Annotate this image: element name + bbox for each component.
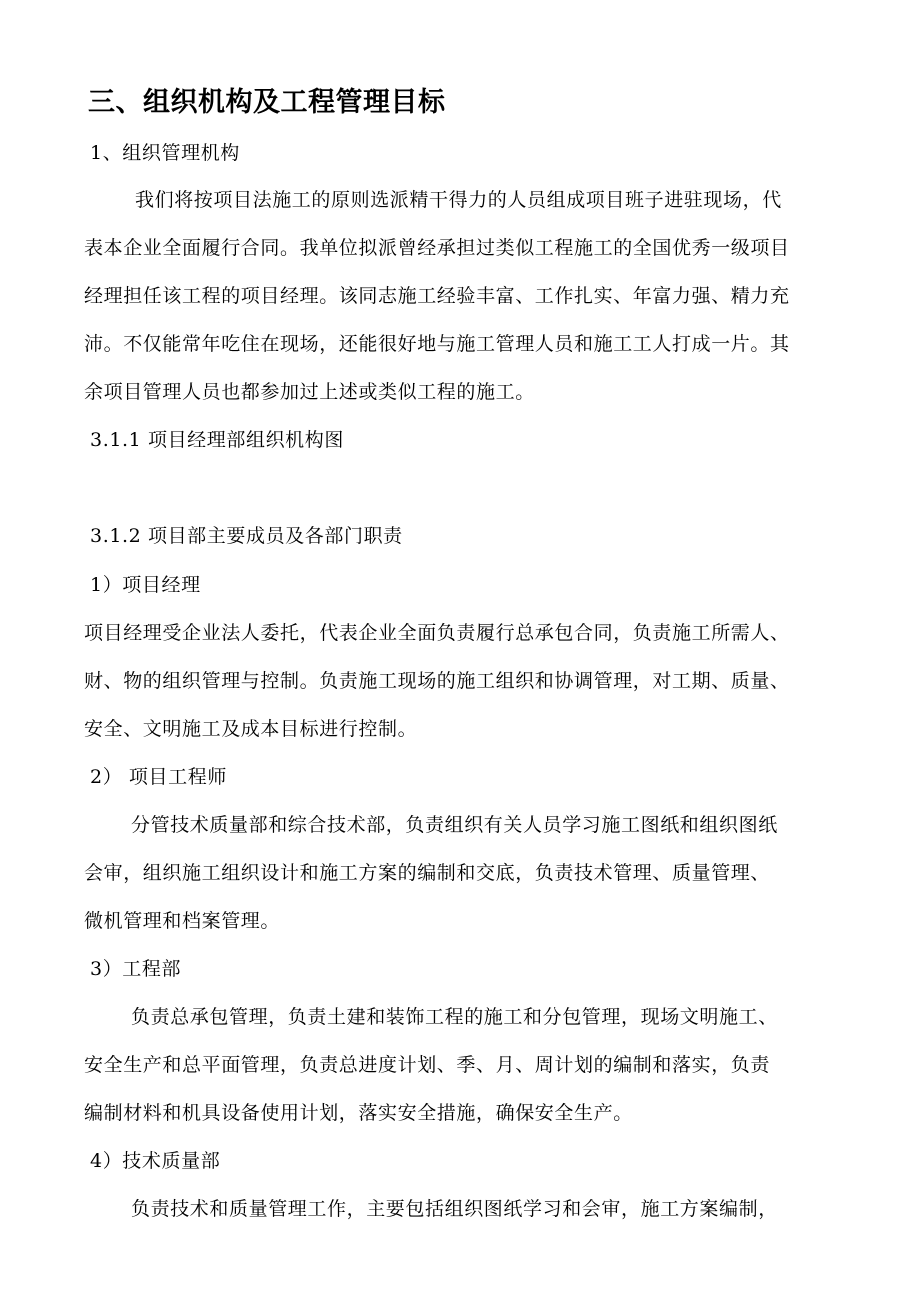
intro-line-1: 我们将按项目法施工的原则选派精干得力的人员组成项目班子进驻现场，代 xyxy=(135,189,782,211)
role-text-line: 微机管理和档案管理。 xyxy=(84,910,281,932)
intro-line-2: 表本企业全面履行合同。我单位拟派曾经承担过类似工程施工的全国优秀一级项目 xyxy=(84,237,790,259)
intro-line-3: 经理担任该工程的项目经理。该同志施工经验丰富、工作扎实、年富力强、精力充 xyxy=(84,285,790,307)
role-heading-engineering-dept: 3）工程部 xyxy=(90,958,182,980)
role-text-line: 项目经理受企业法人委托，代表企业全面负责履行总承包合同，负责施工所需人、 xyxy=(84,622,790,644)
role-text-line: 分管技术质量部和综合技术部，负责组织有关人员学习施工图纸和组织图纸 xyxy=(131,814,778,836)
role-text-line: 财、物的组织管理与控制。负责施工现场的施工组织和协调管理，对工期、质量、 xyxy=(84,670,790,692)
role-text-line: 安全生产和总平面管理，负责总进度计划、季、月、周计划的编制和落实，负责 xyxy=(84,1054,771,1076)
role-text-line: 会审，组织施工组织设计和施工方案的编制和交底，负责技术管理、质量管理、 xyxy=(84,862,771,884)
role-heading-tech-quality-dept: 4）技术质量部 xyxy=(90,1150,221,1172)
section-title: 三、组织机构及工程管理目标 xyxy=(88,87,446,118)
heading-org-chart: 3.1.1 项目经理部组织机构图 xyxy=(90,429,344,451)
heading-members-duties: 3.1.2 项目部主要成员及各部门职责 xyxy=(90,525,403,547)
intro-line-4: 沛。不仅能常年吃住在现场，还能很好地与施工管理人员和施工工人打成一片。其 xyxy=(84,333,790,355)
role-text-line: 编制材料和机具设备使用计划，落实安全措施，确保安全生产。 xyxy=(84,1102,633,1124)
role-text-line: 负责技术和质量管理工作，主要包括组织图纸学习和会审，施工方案编制， xyxy=(131,1198,778,1220)
role-heading-project-manager: 1）项目经理 xyxy=(90,574,201,596)
role-text-line: 安全、文明施工及成本目标进行控制。 xyxy=(84,718,418,740)
intro-line-5: 余项目管理人员也都参加过上述或类似工程的施工。 xyxy=(84,381,535,403)
role-text-line: 负责总承包管理，负责土建和装饰工程的施工和分包管理，现场文明施工、 xyxy=(131,1006,778,1028)
subsection-heading-org: 1、组织管理机构 xyxy=(90,142,240,164)
role-heading-project-engineer: 2） 项目工程师 xyxy=(90,766,227,788)
